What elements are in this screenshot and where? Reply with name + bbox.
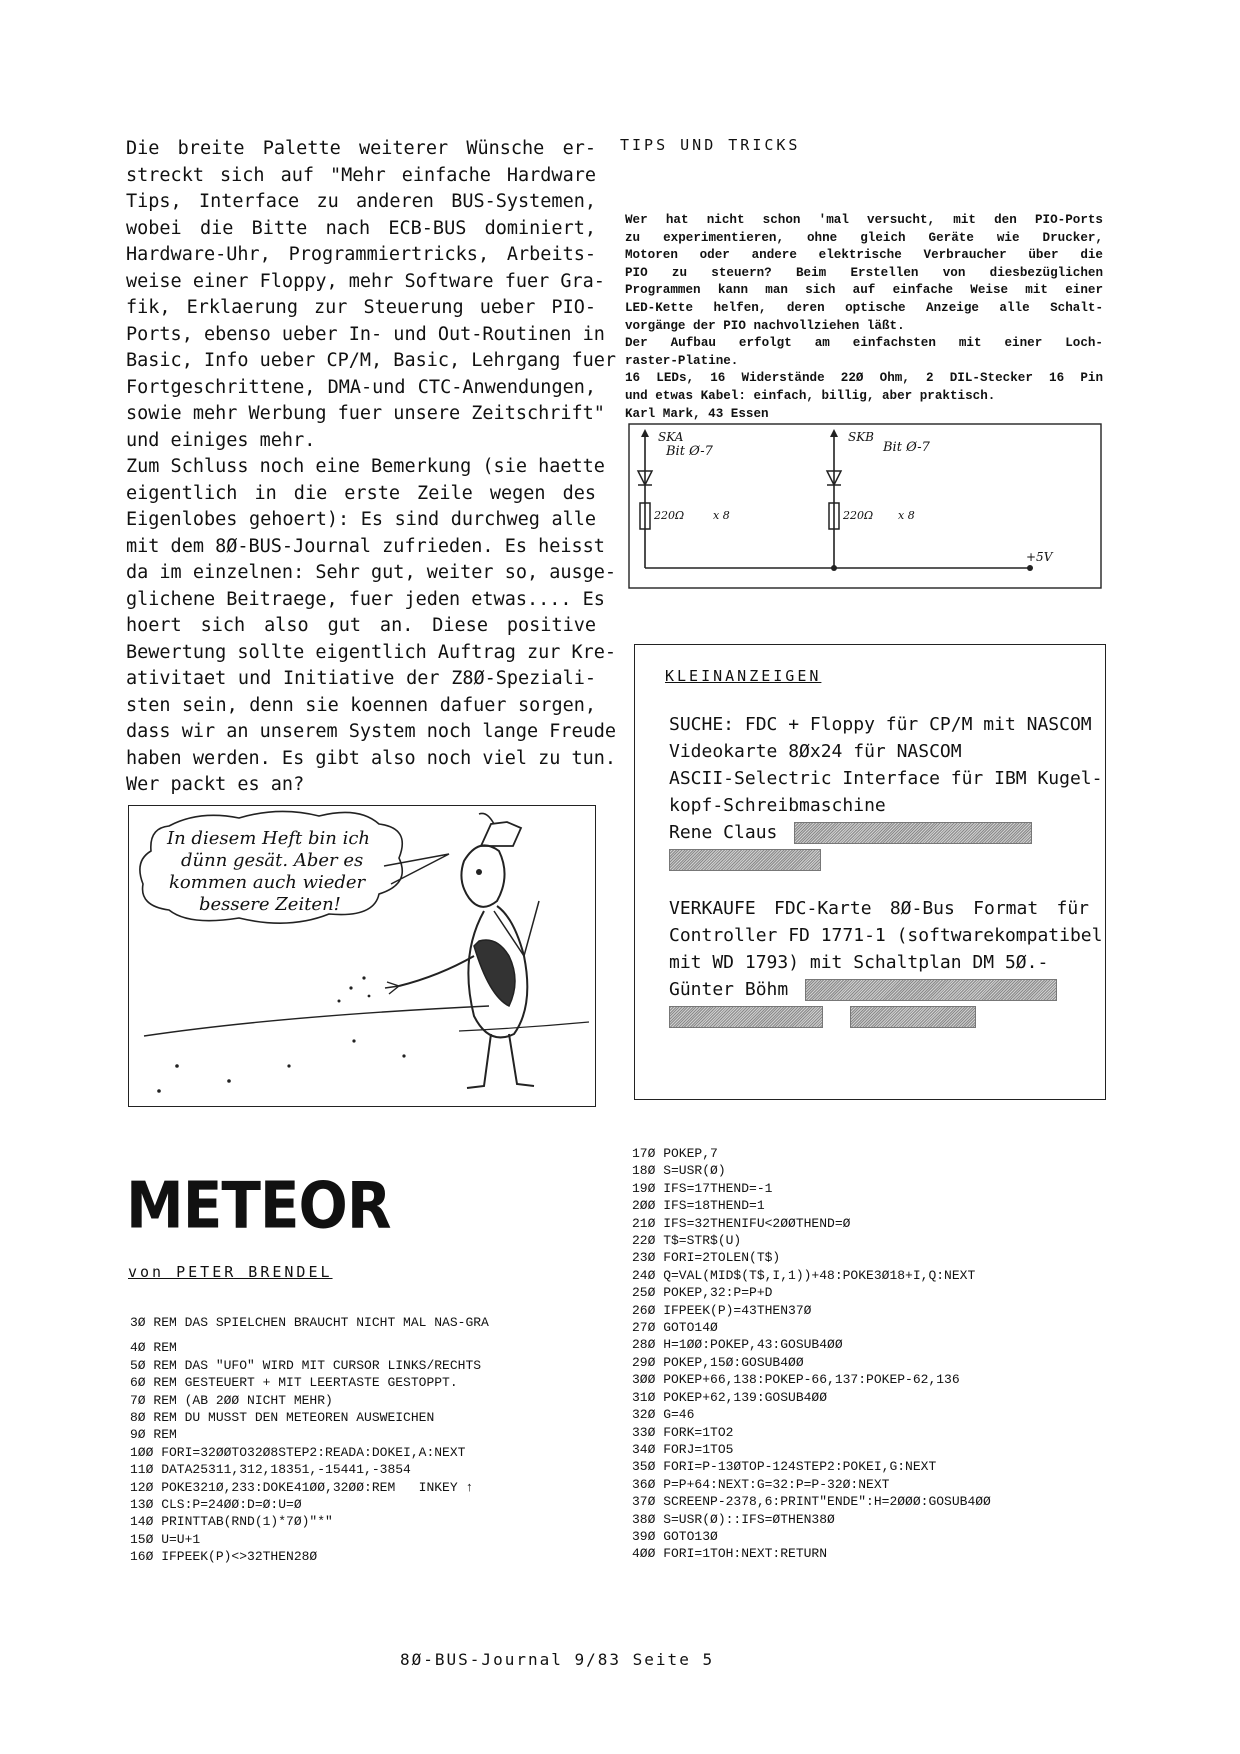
paragraph-line-2: streckt sich auf "Mehr einfache Hardware [126, 164, 596, 186]
code-line-right-6: 22Ø T$=STR$(U) [632, 1233, 742, 1249]
paragraph-line-1: Die breite Palette weiterer Wünsche er- [126, 138, 596, 159]
code-line-right-15: 31Ø POKEP+62,139:GOSUB4ØØ [632, 1389, 828, 1405]
code-line-right-19: 35Ø FORI=P-13ØTOP-124STEP2:POKEI,G:NEXT [632, 1459, 937, 1475]
ad-verkaufe-line-3: mit WD 1793) mit Schaltplan DM 5Ø.- [669, 952, 1049, 973]
paragraph-line-20: Bewertung sollte eigentlich Auftrag zur Kre- [126, 641, 617, 663]
tips-line-5: Programmen kann man sich auf einfache Weise mit einer [625, 283, 1103, 298]
code-line-right-21: 37Ø SCREENP-2378,6:PRINT"ENDE":H=2ØØØ:GOSUB4ØØ [632, 1494, 991, 1510]
circuit-mult-right: x 8 [898, 509, 915, 522]
ad-suche [669, 711, 1103, 873]
ad-verkaufe-line-4 [669, 976, 1089, 1003]
code-line-left-12: 14Ø PRINTTAB(RND(1)*7Ø)"*" [130, 1514, 333, 1530]
meteor-byline: von PETER BRENDEL [128, 1263, 333, 1281]
code-line-right-1: 17Ø POKEP,7 [632, 1146, 718, 1161]
speech-text-4: bessere Zeiten! [199, 894, 341, 915]
ad-suche-line-6 [669, 846, 1089, 873]
tips-line-1: Wer hat nicht schon 'mal versucht, mit den PIO-Ports [625, 213, 1103, 227]
ads-heading: KLEINANZEIGEN [665, 667, 822, 685]
code-line-right-18: 34Ø FORJ=1TO5 [632, 1441, 734, 1457]
circuit-right-bits: Bit Ø-7 [883, 440, 930, 455]
tips-line-3: Motoren oder andere elektrische Verbraucher über die [625, 248, 1103, 263]
code-line-right-5: 21Ø IFS=32THENIFU<2ØØTHEND=Ø [632, 1215, 851, 1231]
ad-verkaufe-line-2: Controller FD 1771-1 (softwarekompatibel [669, 925, 1103, 946]
code-line-right-11: 27Ø GOTO14Ø [632, 1320, 718, 1336]
code-line-right-13: 29Ø POKEP,15Ø:GOSUB4ØØ [632, 1354, 804, 1370]
tips-line-6: LED-Kette helfen, deren optische Anzeige alle Schalt- [625, 300, 1103, 315]
paragraph-line-24: haben werden. Es gibt also noch viel zu tun. [126, 747, 617, 769]
paragraph-line-19: hoert sich also gut an. Diese positive [126, 615, 596, 636]
tips-line-11: und etwas Kabel: einfach, billig, aber praktisch. [625, 388, 996, 403]
circuit-diagram [628, 423, 1102, 589]
figure-hat [481, 822, 521, 846]
ad-verkaufe-line-1: VERKAUFE FDC-Karte 8Ø-Bus Format für [669, 898, 1089, 919]
redacted-phone-2 [850, 1006, 976, 1028]
ad-suche-line-3: ASCII-Selectric Interface für IBM Kugel- [669, 768, 1103, 789]
tips-line-7: vorgänge der PIO nachvollziehen läßt. [625, 318, 905, 333]
paragraph-line-10: Fortgeschrittene, DMA-und CTC-Anwendungen, [126, 376, 596, 398]
tips-line-10: 16 LEDs, 16 Widerstände 22Ø Ohm, 2 DIL-Stecker 16 Pin [625, 371, 1103, 386]
code-line-left-6: 8Ø REM DU MUSST DEN METEOREN AUSWEICHEN [130, 1410, 435, 1426]
paragraph-line-3: Tips, Interface zu anderen BUS-Systemen, [126, 191, 596, 212]
figure-antenna [479, 813, 494, 824]
code-line-right-10: 26Ø IFPEEK(P)=43THEN37Ø [632, 1302, 812, 1318]
circuit-supply: +5V [1026, 550, 1053, 564]
code-line-right-3: 19Ø IFS=17THEND=-1 [632, 1180, 773, 1196]
code-line-left-9: 11Ø DATA25311,312,18351,-15441,-3854 [130, 1462, 411, 1478]
redacted-phone [669, 849, 821, 871]
ad-suche-line-5 [669, 819, 1089, 846]
code-line-right-24: 4ØØ FORI=1TOH:NEXT:RETURN [632, 1546, 828, 1562]
paragraph-line-14: eigentlich in die erste Zeile wegen des [126, 482, 596, 504]
code-line-left-2: 4Ø REM [130, 1340, 177, 1356]
paragraph-line-12: und einiges mehr. [126, 429, 316, 451]
figure-legs [467, 1034, 534, 1088]
ground-line [144, 1006, 489, 1036]
paragraph-line-15: Eigenlobes gehoert): Es sind durchweg alle [126, 509, 596, 530]
ad-verkaufe [669, 895, 1103, 1030]
paragraph-line-6: weise einer Floppy, mehr Software fuer Gra- [126, 270, 605, 292]
code-line-left-13: 15Ø U=U+1 [130, 1531, 201, 1547]
speech-text-1: In diesem Heft bin ich [167, 828, 371, 849]
code-line-right-2: 18Ø S=USR(Ø) [632, 1163, 726, 1179]
circuit-mult-left: x 8 [713, 509, 730, 522]
paragraph-line-23: dass wir an unserem System noch lange Freude [126, 721, 617, 742]
seed-dots [157, 976, 405, 1092]
paragraph-line-8: Ports, ebenso ueber In- und Out-Routinen in [126, 323, 605, 345]
circuit-left-port: SKA [658, 430, 684, 444]
paragraph-line-22: sten sein, denn sie koennen dafuer sorgen, [126, 694, 596, 716]
code-line-left-11: 13Ø CLS:P=24ØØ:D=Ø:U=Ø [130, 1497, 302, 1513]
code-line-right-14: 3ØØ POKEP+66,138:POKEP-66,137:POKEP-62,136 [632, 1372, 960, 1388]
paragraph-line-18: glichene Beitraege, fuer jeden etwas.... Es [126, 588, 605, 610]
paragraph-line-5: Hardware-Uhr, Programmiertricks, Arbeits- [126, 244, 596, 265]
paragraph-line-25: Wer packt es an? [126, 774, 305, 795]
speech-text-3: kommen auch wieder [169, 872, 366, 893]
code-listing-left [130, 1314, 489, 1566]
ad-suche-line-4: kopf-Schreibmaschine [669, 795, 886, 816]
paragraph-line-4: wobei die Bitte nach ECB-BUS dominiert, [126, 217, 596, 239]
redacted-address-2 [805, 979, 1057, 1001]
ad-suche-line-2: Videokarte 8Øx24 für NASCOM [669, 741, 962, 762]
code-line-right-20: 36Ø P=P+64:NEXT:G=32:P=P-32Ø:NEXT [632, 1476, 890, 1492]
ad-verkaufe-name: Günter Böhm [669, 979, 789, 1000]
circuit-resistor-right: 220Ω [843, 509, 874, 522]
paragraph-line-9: Basic, Info ueber CP/M, Basic, Lehrgang fuer [126, 350, 617, 371]
code-line-left-3: 5Ø REM DAS "UFO" WIRD MIT CURSOR LINKS/RECHTS [130, 1357, 482, 1373]
paragraph-line-16: mit dem 8Ø-BUS-Journal zufrieden. Es heisst [126, 535, 605, 557]
code-line-left-1: 3Ø REM DAS SPIELCHEN BRAUCHT NICHT MAL NAS-GRA [130, 1315, 489, 1330]
ad-verkaufe-line-5 [669, 1003, 1089, 1030]
tips-line-8: Der Aufbau erfolgt am einfachsten mit einer Loch- [625, 336, 1103, 351]
code-line-right-16: 32Ø G=46 [632, 1407, 695, 1423]
redacted-address [794, 822, 1032, 844]
code-line-right-12: 28Ø H=1ØØ:POKEP,43:GOSUB4ØØ [632, 1337, 843, 1353]
ad-suche-line-1: SUCHE: FDC + Floppy für CP/M mit NASCOM [669, 714, 1092, 735]
code-line-right-8: 24Ø Q=VAL(MID$(T$,I,1))+48:POKE3Ø18+I,Q:NEXT [632, 1267, 976, 1283]
figure-hand [385, 982, 399, 994]
code-line-left-14: 16Ø IFPEEK(P)<>32THEN28Ø [130, 1549, 318, 1565]
circuit-left-bits: Bit Ø-7 [666, 444, 713, 459]
paragraph-lines [126, 136, 617, 799]
tips-text [625, 212, 1103, 423]
code-line-right-7: 23Ø FORI=2TOLEN(T$) [632, 1250, 781, 1266]
code-line-left-7: 9Ø REM [130, 1427, 177, 1443]
cartoon-drawing [129, 806, 595, 1106]
figure-head [461, 845, 504, 906]
paragraph-line-17: da im einzelnen: Sehr gut, weiter so, ausge- [126, 562, 617, 583]
paragraph-line-7: fik, Erklaerung zur Steuerung ueber PIO- [126, 297, 596, 318]
code-line-left-10: 12Ø POKE321Ø,233:DOKE41ØØ,32ØØ:REM INKEY ↑ [130, 1479, 474, 1495]
tips-line-12: Karl Mark, 43 Essen [625, 406, 769, 421]
code-listing-right [632, 1145, 991, 1563]
circuit-resistor-left: 220Ω [654, 509, 685, 522]
code-line-right-9: 25Ø POKEP,32:P=P+D [632, 1285, 773, 1301]
speech-tail [384, 854, 449, 884]
code-line-left-8: 1ØØ FORI=32ØØTO32Ø8STEP2:READA:DOKEI,A:NEXT [130, 1444, 466, 1460]
tips-line-4: PIO zu steuern? Beim Erstellen von diesbezüglichen [625, 265, 1103, 280]
code-line-right-23: 39Ø GOTO13Ø [632, 1528, 718, 1544]
ads-box [634, 644, 1106, 1100]
tips-line-2: zu experimentieren, ohne gleich Geräte wie Drucker, [625, 230, 1103, 245]
code-line-right-17: 33Ø FORK=1TO2 [632, 1424, 734, 1440]
figure-bag [474, 940, 515, 1006]
code-line-left-5: 7Ø REM (AB 2ØØ NICHT MEHR) [130, 1392, 333, 1408]
paragraph-line-11: sowie mehr Werbung fuer unsere Zeitschrift" [126, 403, 605, 424]
paragraph-line-13: Zum Schluss noch eine Bemerkung (sie haette [126, 456, 605, 477]
intro-paragraph [126, 136, 617, 799]
figure-arm [399, 956, 474, 986]
tips-lines [625, 212, 1103, 423]
speech-text-2: dünn gesät. Aber es [181, 850, 364, 871]
code-line-right-4: 2ØØ IFS=18THEND=1 [632, 1198, 765, 1214]
redacted-city [669, 1006, 823, 1028]
page-footer: 8Ø-BUS-Journal 9/83 Seite 5 [400, 1650, 715, 1669]
tips-line-9: raster-Platine. [625, 353, 739, 368]
circuit-right-port: SKB [848, 430, 875, 444]
code-line-left-4: 6Ø REM GESTEUERT + MIT LEERTASTE GESTOPPT. [130, 1375, 458, 1391]
paragraph-line-21: ativitaet und Initiative der Z8Ø-Speziali- [126, 668, 596, 689]
cartoon-frame [128, 805, 596, 1107]
meteor-title: METEOR [126, 1168, 391, 1243]
code-line-right-22: 38Ø S=USR(Ø)::IFS=ØTHEN38Ø [632, 1511, 835, 1527]
figure-eye [476, 869, 482, 875]
ad-suche-name: Rene Claus [669, 822, 778, 843]
tips-heading: TIPS UND TRICKS [620, 136, 801, 154]
